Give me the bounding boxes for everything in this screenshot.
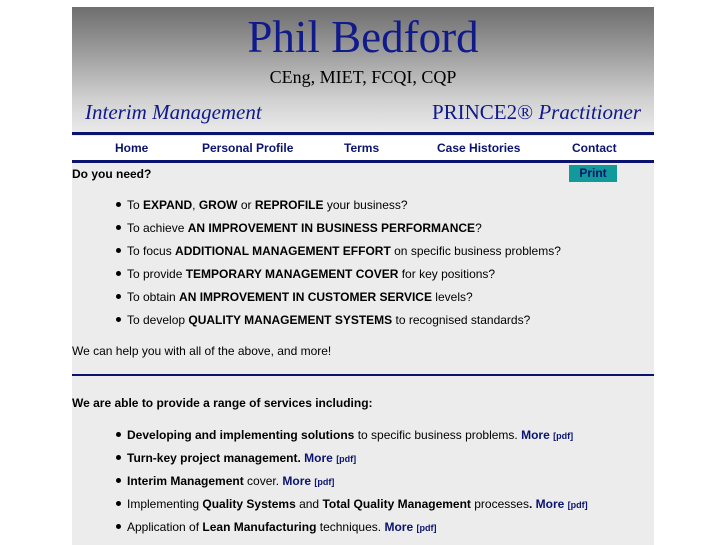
list-item [72,313,654,336]
more-link[interactable]: More [521,428,550,442]
item-text: your business? [323,198,408,212]
item-text: To focus [127,244,176,258]
list-item [72,221,654,244]
tagline-prince2-plain: PRINCE2® [431,100,534,124]
bullet-icon [116,271,121,276]
item-text: for key positions? [398,267,496,281]
bullet-icon [116,248,121,253]
emphasis-text: TEMPORARY MANAGEMENT COVER [185,267,399,281]
bullet-icon [116,317,121,322]
list-item [72,267,654,290]
list-item-text [127,244,561,258]
list-item [72,520,654,543]
list-item-text [127,520,436,535]
item-text: levels? [431,290,473,304]
item-text: on specific business problems? [390,244,561,258]
emphasis-text: Quality Systems [202,497,296,511]
main-nav [72,136,654,160]
more-link[interactable]: More [384,520,414,534]
item-text: To provide [127,267,186,281]
item-text: Implementing [127,497,203,511]
emphasis-text: Turn-key project management. [127,451,301,465]
list-item-text [127,290,473,304]
list-item [72,497,654,520]
section-heading-services: We are able to provide a range of services including: [72,396,373,410]
list-item [72,428,654,451]
emphasis-text: Lean Manufacturing [202,520,317,534]
bullet-icon [116,524,121,529]
qualifications: CEng, MIET, FCQI, CQP [269,67,457,87]
item-text: To obtain [127,290,180,304]
emphasis-text: AN IMPROVEMENT IN BUSINESS PERFORMANCE [187,221,476,235]
print-button[interactable]: Print [569,165,617,182]
item-text: ? [475,221,482,235]
nav-divider [72,160,654,163]
item-text: Application of [127,520,203,534]
pdf-link[interactable]: [pdf] [336,454,357,464]
nav-contact[interactable]: Contact [572,141,617,155]
list-item [72,244,654,267]
bullet-icon [116,455,121,460]
list-item-text [127,313,530,327]
item-text: , [192,198,199,212]
nav-case-histories[interactable]: Case Histories [437,141,521,155]
emphasis-text: QUALITY MANAGEMENT SYSTEMS [188,313,393,327]
emphasis-text: Interim Management [127,474,244,488]
list-item-text [127,198,408,212]
pdf-link[interactable]: [pdf] [314,477,335,487]
emphasis-text: . [528,497,533,511]
item-text: processes [470,497,529,511]
emphasis-text: EXPAND [143,198,193,212]
item-text: cover. [243,474,283,488]
more-link[interactable]: More [282,474,312,488]
more-link[interactable]: More [535,497,565,511]
list-item [72,474,654,497]
pdf-link[interactable]: [pdf] [567,500,588,510]
emphasis-text: GROW [198,198,238,212]
bullet-icon [116,225,121,230]
nav-personal-profile[interactable]: Personal Profile [202,141,294,155]
emphasis-text: Developing and implementing solutions [127,428,355,442]
bullet-icon [116,294,121,299]
item-text: To [127,198,144,212]
emphasis-text: REPROFILE [254,198,324,212]
list-item [72,451,654,474]
tagline-prince2-italic: Practitioner [538,100,641,124]
list-item [72,290,654,313]
bullet-icon [116,432,121,437]
more-link[interactable]: More [304,451,333,465]
pdf-link[interactable]: [pdf] [416,523,437,533]
item-text: To develop [127,313,189,327]
page-container [72,7,654,545]
item-text: to recognised standards? [392,313,531,327]
help-statement: We can help you with all of the above, and more! [72,344,332,358]
emphasis-text: AN IMPROVEMENT IN CUSTOMER SERVICE [179,290,432,304]
list-item-text [127,474,334,489]
site-title: Phil Bedford [247,12,479,62]
bullet-icon [116,501,121,506]
section-heading-do-you-need: Do you need? [72,167,152,181]
pdf-link[interactable]: [pdf] [553,431,574,441]
header-banner [72,7,654,132]
nav-terms[interactable]: Terms [344,141,380,155]
list-item-text [127,428,573,443]
item-text: techniques. [316,520,385,534]
list-item-text [127,267,495,281]
services-list [72,428,654,543]
item-text: to specific business problems. [354,428,522,442]
emphasis-text: Total Quality Management [322,497,471,511]
item-text: and [295,497,323,511]
header-divider [72,132,654,135]
emphasis-text: ADDITIONAL MANAGEMENT EFFORT [175,244,391,258]
tagline-interim-management: Interim Management [85,100,262,124]
bullet-icon [116,202,121,207]
list-item-text [127,497,588,512]
item-text: To achieve [127,221,188,235]
nav-home[interactable]: Home [115,141,149,155]
item-text: or [237,198,255,212]
bullet-icon [116,478,121,483]
section-divider [72,374,654,376]
tagline-prince2 [432,100,641,125]
list-item-text [127,451,356,466]
needs-list [72,198,654,336]
list-item [72,198,654,221]
list-item-text [127,221,482,235]
